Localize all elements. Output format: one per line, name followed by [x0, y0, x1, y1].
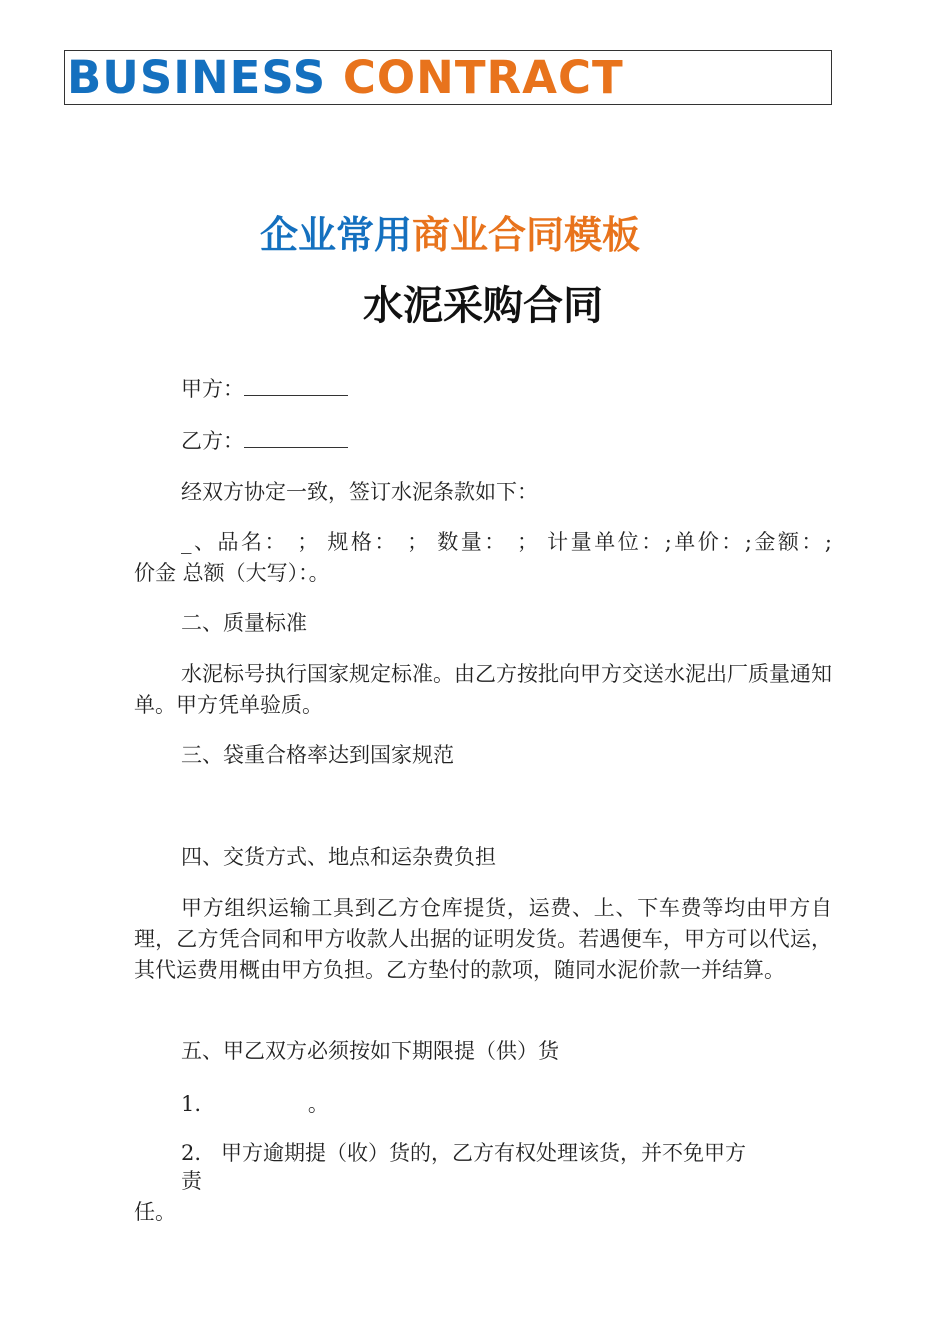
party-b-line: [134, 426, 832, 457]
template-heading-orange: 商业合同模板: [412, 213, 641, 257]
party-b-blank: [244, 429, 348, 448]
party-a-label: 甲方：: [181, 377, 244, 401]
section5-item2-line1: 2. 甲方逾期提（收）货的，乙方有权处理该货，并不免甲方: [181, 1141, 747, 1165]
section2-title: 二、质量标准: [181, 611, 307, 635]
section5-item1: 1. 。: [181, 1092, 329, 1116]
banner-word-business: BUSINESS: [67, 51, 327, 104]
business-contract-banner: [64, 50, 832, 105]
template-heading: [0, 210, 900, 260]
section2-text: 水泥标号执行国家规定标准。由乙方按批向甲方交送水泥出厂质量通知单。甲方凭单验质。: [134, 662, 832, 717]
section5-title: 五、甲乙双方必须按如下期限提（供）货: [181, 1039, 559, 1063]
party-b-label: 乙方：: [181, 429, 244, 453]
section3-title: 三、袋重合格率达到国家规范: [181, 743, 454, 767]
section4-text: 甲方组织运输工具到乙方仓库提货，运费、上、下车费等均由甲方自理，乙方凭合同和甲方收款人出据的证明发货。若遇便车，甲方可以代运，其代运费用概由甲方负担。乙方垫付的款项，随同水泥价款一并结算。: [134, 896, 832, 982]
banner-text: [67, 51, 624, 105]
template-heading-blue: 企业常用: [259, 213, 412, 257]
party-a-blank: [244, 377, 348, 396]
section4-title: 四、交货方式、地点和运杂费负担: [181, 845, 496, 869]
party-a-line: [134, 374, 832, 405]
contract-title: 水泥采购合同: [363, 283, 603, 329]
section5-item2-line2: 责: [181, 1169, 202, 1193]
item1-line2: 价金 总额（大写）：。: [134, 561, 330, 585]
section5-item2-line3: 任。: [134, 1200, 176, 1224]
item1-line1: _、品名： ； 规格： ； 数量： ； 计量单位：;单价：;金额：;: [181, 530, 832, 554]
banner-word-contract: CONTRACT: [342, 51, 624, 104]
intro-paragraph: 经双方协定一致，签订水泥条款如下：: [181, 480, 538, 504]
